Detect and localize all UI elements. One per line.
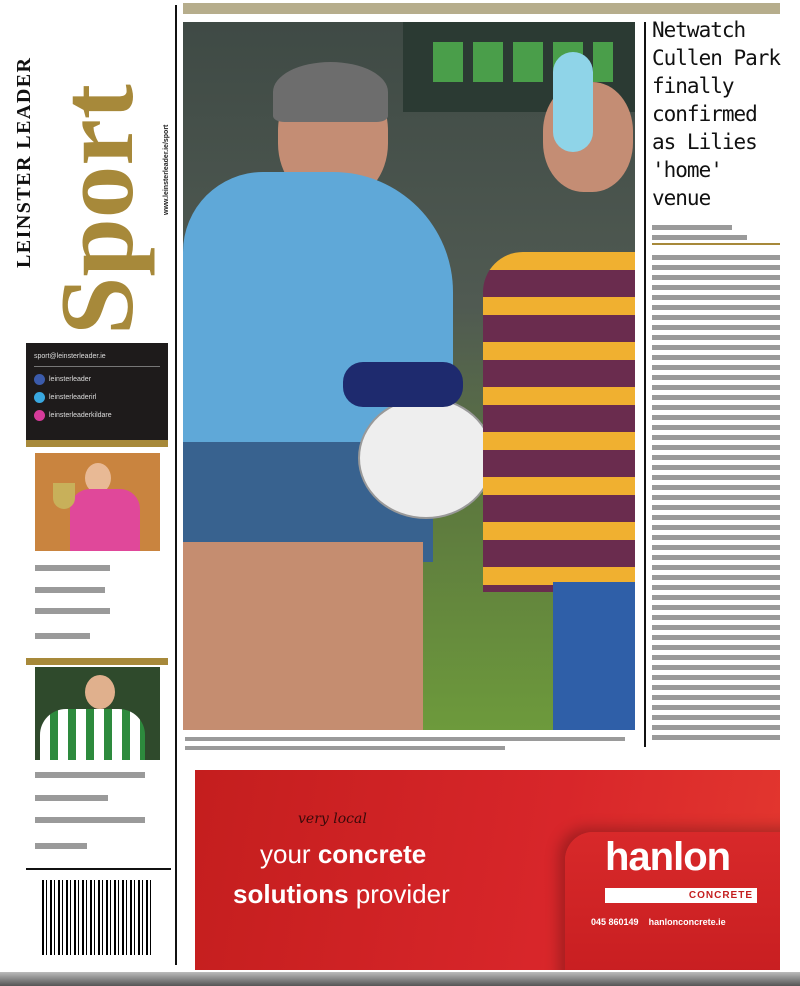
- bottom-bar: [0, 972, 800, 986]
- text-placeholder-line: [185, 737, 625, 741]
- gold-bar: [26, 440, 168, 447]
- decorative-shape: [183, 542, 423, 730]
- top-bar: [183, 3, 780, 14]
- thumbnail-player[interactable]: [35, 667, 160, 760]
- text-placeholder-line: [652, 225, 732, 230]
- text-placeholder-line: [35, 795, 108, 801]
- twitter-link[interactable]: [34, 391, 160, 403]
- ad-script-note: very local: [298, 811, 367, 827]
- text-placeholder-line: [35, 633, 90, 639]
- instagram-icon: [34, 410, 45, 421]
- decorative-shape: [40, 709, 145, 760]
- main-photo[interactable]: [183, 22, 635, 730]
- decorative-shape: [343, 362, 463, 407]
- hanlon-card: [565, 832, 780, 970]
- divider: [34, 366, 160, 367]
- ad-line1: [260, 838, 426, 870]
- ad-line1-b: concrete: [317, 839, 427, 869]
- ad-contact: [591, 916, 726, 928]
- ad-line2: [233, 878, 450, 910]
- twitter-handle: leinsterleaderirl: [49, 393, 97, 401]
- football: [358, 397, 494, 519]
- text-placeholder-line: [35, 772, 145, 778]
- ad-line1-a: your: [260, 839, 311, 869]
- instagram-handle: leinsterleaderkildare: [49, 411, 112, 419]
- social-box: [26, 343, 168, 440]
- email-link[interactable]: sport@leinsterleader.ie: [34, 353, 106, 360]
- text-placeholder-line: [35, 843, 87, 849]
- twitter-icon: [34, 392, 45, 403]
- decorative-shape: [85, 675, 115, 709]
- ad-website[interactable]: hanlonconcrete.ie: [648, 917, 726, 927]
- facebook-handle: leinsterleader: [49, 375, 92, 383]
- section-logo-text: Sport: [38, 84, 155, 335]
- text-placeholder-line: [35, 608, 110, 614]
- jumper-shape: [70, 489, 140, 551]
- column-rule: [175, 5, 177, 965]
- ad-line2-a: solutions: [233, 879, 349, 909]
- striped-jersey: [483, 252, 635, 592]
- article-body: [652, 255, 780, 745]
- masthead-logo[interactable]: [8, 10, 174, 340]
- ad-phone: 045 860149: [591, 917, 639, 927]
- decorative-shape: [553, 52, 593, 152]
- trophy-icon: [53, 483, 75, 509]
- hanlon-logo: hanlon: [605, 835, 731, 879]
- hanlon-sub: CONCRETE: [605, 888, 757, 903]
- decorative-shape: [26, 868, 171, 870]
- brand-text: LEINSTER LEADER: [13, 58, 35, 268]
- text-placeholder-line: [185, 746, 505, 750]
- text-placeholder-line: [35, 587, 105, 593]
- text-placeholder-line: [652, 235, 747, 240]
- decorative-shape: [273, 62, 388, 122]
- url-text: www.leinsterleader.ie/sport: [163, 124, 170, 215]
- instagram-link[interactable]: [34, 409, 160, 421]
- barcode: [42, 880, 152, 955]
- decorative-shape: [652, 243, 780, 245]
- column-rule: [644, 22, 646, 747]
- advertisement[interactable]: [195, 770, 780, 970]
- ad-line2-b: provider: [355, 879, 450, 909]
- decorative-shape: [553, 582, 635, 730]
- gold-bar: [26, 658, 168, 665]
- text-placeholder-line: [35, 565, 110, 571]
- thumbnail-trophy[interactable]: [35, 453, 160, 551]
- facebook-icon: [34, 374, 45, 385]
- facebook-link[interactable]: [34, 373, 160, 385]
- text-placeholder-line: [35, 817, 145, 823]
- lead-headline[interactable]: Netwatch Cullen Park finally confirmed as Lilies 'home' venue: [652, 18, 781, 210]
